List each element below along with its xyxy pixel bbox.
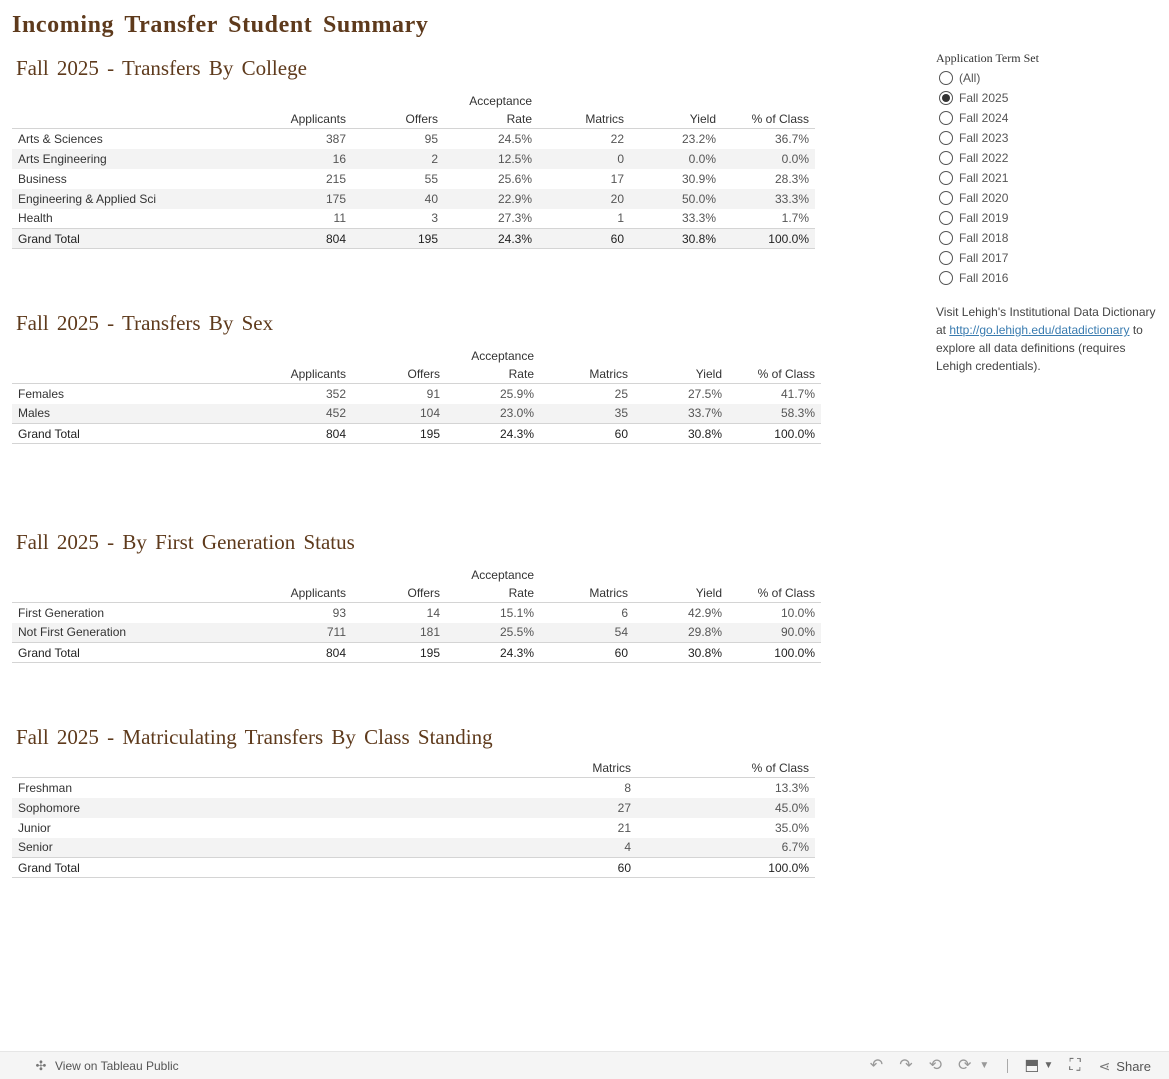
- tableau-logo-icon: ✣: [35, 1058, 47, 1073]
- table-row[interactable]: [12, 404, 821, 424]
- note-text-before: Visit Lehigh's Institutional Data Dictionary at: [936, 305, 1156, 337]
- radio-icon[interactable]: [939, 111, 953, 125]
- note-text-after: to explore all data definitions (requires Lehigh credentials).: [936, 323, 1143, 373]
- chevron-down-icon[interactable]: ▼: [979, 1060, 990, 1071]
- filter-option-fall-2016[interactable]: [936, 268, 1039, 288]
- firstgen-section-title: Fall 2025 - By First Generation Status: [16, 530, 355, 554]
- radio-icon[interactable]: [939, 271, 953, 285]
- table-row[interactable]: [12, 189, 815, 209]
- data-dictionary-link[interactable]: http://go.lehigh.edu/datadictionary: [949, 323, 1130, 337]
- row-label: Arts Engineering: [12, 149, 262, 169]
- college-section-title: Fall 2025 - Transfers By College: [16, 56, 307, 80]
- pct-cell: 100.0%: [728, 643, 821, 663]
- row-label: Not First Generation: [12, 623, 262, 643]
- share-button[interactable]: [1099, 1058, 1151, 1075]
- pct-cell: 1.7%: [781, 211, 809, 226]
- grand-total-row[interactable]: [12, 643, 821, 663]
- radio-icon[interactable]: [939, 151, 953, 165]
- header-pct-class: % of Class: [728, 365, 821, 384]
- matrics-cell: 60: [452, 858, 637, 878]
- row-label: Sophomore: [12, 798, 452, 818]
- row-label: Grand Total: [12, 229, 262, 249]
- offers-cell: 181: [352, 623, 446, 643]
- header-acceptance-rate: Rate: [446, 365, 540, 384]
- sex-table: [12, 347, 821, 444]
- radio-icon[interactable]: [939, 131, 953, 145]
- header-pct-class: % of Class: [728, 584, 821, 603]
- applicants-cell: 387: [325, 131, 346, 146]
- yield-cell: 33.7%: [634, 404, 728, 424]
- row-label: Females: [18, 386, 65, 401]
- acceptance-cell: 24.3%: [444, 229, 538, 249]
- data-dictionary-note: [936, 303, 1156, 375]
- radio-icon[interactable]: [939, 171, 953, 185]
- row-label: Senior: [12, 838, 452, 858]
- pct-cell: 28.3%: [774, 171, 809, 186]
- yield-cell: 42.9%: [687, 605, 722, 620]
- row-label: Arts & Sciences: [18, 131, 103, 146]
- matrics-cell: 8: [624, 780, 631, 795]
- radio-icon[interactable]: [939, 71, 953, 85]
- header-pct-class: % of Class: [637, 759, 815, 778]
- radio-icon[interactable]: [939, 251, 953, 265]
- grand-total-row[interactable]: [12, 858, 815, 878]
- table-row[interactable]: [12, 623, 821, 643]
- radio-icon[interactable]: [939, 211, 953, 225]
- revert-icon[interactable]: ⟲: [928, 1057, 943, 1074]
- header-applicants: Applicants: [262, 584, 352, 603]
- row-label: Business: [18, 171, 67, 186]
- college-table: [12, 92, 815, 249]
- filter-option-label: Fall 2017: [959, 251, 1009, 265]
- applicants-cell: 711: [262, 623, 352, 643]
- header-yield: Yield: [634, 584, 728, 603]
- table-row[interactable]: [12, 818, 815, 838]
- matrics-cell: 20: [538, 189, 630, 209]
- filter-option-label: Fall 2016: [959, 271, 1009, 285]
- header-acceptance-rate: Rate: [446, 584, 540, 603]
- pct-cell: 100.0%: [722, 229, 815, 249]
- acceptance-cell: 15.1%: [499, 605, 534, 620]
- pct-cell: 35.0%: [774, 820, 809, 835]
- toolbar-actions: [854, 1057, 1151, 1075]
- pct-cell: 45.0%: [637, 798, 815, 818]
- filter-option-label: Fall 2023: [959, 131, 1009, 145]
- grand-total-row[interactable]: [12, 229, 815, 249]
- header-matrics: Matrics: [540, 365, 634, 384]
- redo-icon[interactable]: ↷: [899, 1057, 913, 1074]
- row-label: Junior: [18, 820, 51, 835]
- share-label: Share: [1116, 1058, 1151, 1074]
- acceptance-cell: 25.5%: [446, 623, 540, 643]
- view-on-tableau-label: View on Tableau Public: [55, 1059, 179, 1073]
- acceptance-cell: 22.9%: [444, 189, 538, 209]
- row-label: Engineering & Applied Sci: [12, 189, 262, 209]
- row-label: Freshman: [18, 780, 73, 795]
- standing-section-title: Fall 2025 - Matriculating Transfers By Class Standing: [16, 725, 493, 749]
- applicants-cell: 452: [262, 404, 352, 424]
- acceptance-cell: 27.3%: [497, 211, 532, 226]
- matrics-cell: 35: [540, 404, 634, 424]
- filter-option-fall-2021[interactable]: [936, 168, 1039, 188]
- pct-cell: 0.0%: [722, 149, 815, 169]
- yield-cell: 30.8%: [634, 424, 728, 444]
- offers-cell: 14: [426, 605, 440, 620]
- yield-cell: 29.8%: [634, 623, 728, 643]
- header-matrics: Matrics: [452, 759, 637, 778]
- header-yield: Yield: [630, 110, 722, 129]
- matrics-cell: 60: [540, 424, 634, 444]
- radio-icon[interactable]: [939, 231, 953, 245]
- applicants-cell: 352: [325, 386, 346, 401]
- acceptance-cell: 12.5%: [444, 149, 538, 169]
- filter-option-label: Fall 2025: [959, 91, 1009, 105]
- filter-option-fall-2023[interactable]: [936, 128, 1039, 148]
- yield-cell: 23.2%: [681, 131, 716, 146]
- offers-cell: 104: [352, 404, 446, 424]
- row-label: Grand Total: [12, 424, 262, 444]
- filter-option-fall-2025[interactable]: [936, 88, 1039, 108]
- matrics-cell: 25: [614, 386, 628, 401]
- yield-cell: 50.0%: [630, 189, 722, 209]
- filter-option-fall-2019[interactable]: [936, 208, 1039, 228]
- matrics-cell: 60: [538, 229, 630, 249]
- acceptance-cell: 24.3%: [446, 424, 540, 444]
- matrics-cell: 0: [538, 149, 630, 169]
- header-acceptance-top: Acceptance: [471, 568, 534, 582]
- row-label: First Generation: [18, 605, 105, 620]
- matrics-cell: 60: [540, 643, 634, 663]
- offers-cell: 195: [352, 229, 444, 249]
- pct-cell: 58.3%: [728, 404, 821, 424]
- acceptance-cell: 24.3%: [446, 643, 540, 663]
- applicants-cell: 175: [262, 189, 352, 209]
- row-label: Grand Total: [12, 858, 452, 878]
- header-pct-class: % of Class: [722, 110, 815, 129]
- filter-option-label: Fall 2024: [959, 111, 1009, 125]
- standing-table: [12, 759, 815, 878]
- matrics-cell: 27: [452, 798, 637, 818]
- filter-option-label: Fall 2022: [959, 151, 1009, 165]
- term-filter: [936, 50, 1039, 288]
- offers-cell: 95: [424, 131, 438, 146]
- matrics-cell: 54: [540, 623, 634, 643]
- acceptance-cell: 24.5%: [497, 131, 532, 146]
- applicants-cell: 16: [262, 149, 352, 169]
- offers-cell: 195: [352, 643, 446, 663]
- pct-cell: 13.3%: [774, 780, 809, 795]
- header-acceptance-top: Acceptance: [469, 94, 532, 108]
- filter-option-label: Fall 2021: [959, 171, 1009, 185]
- yield-cell: 30.9%: [681, 171, 716, 186]
- yield-cell: 30.8%: [630, 229, 722, 249]
- header-offers: Offers: [352, 365, 446, 384]
- table-row[interactable]: [12, 129, 815, 149]
- applicants-cell: 804: [262, 229, 352, 249]
- pct-cell: 90.0%: [728, 623, 821, 643]
- matrics-cell: 4: [452, 838, 637, 858]
- pct-cell: 36.7%: [774, 131, 809, 146]
- chevron-down-icon[interactable]: ▼: [1043, 1060, 1054, 1071]
- view-on-tableau-button[interactable]: [34, 1059, 179, 1073]
- table-row[interactable]: [12, 778, 815, 798]
- radio-checked-icon[interactable]: [939, 91, 953, 105]
- offers-cell: 55: [424, 171, 438, 186]
- applicants-cell: 11: [333, 211, 346, 226]
- pct-cell: 33.3%: [722, 189, 815, 209]
- header-applicants: Applicants: [262, 110, 352, 129]
- pct-cell: 41.7%: [780, 386, 815, 401]
- pct-cell: 100.0%: [728, 424, 821, 444]
- applicants-cell: 215: [325, 171, 346, 186]
- yield-cell: 0.0%: [630, 149, 722, 169]
- yield-cell: 33.3%: [681, 211, 716, 226]
- share-icon: ⋖: [1098, 1057, 1111, 1074]
- fullscreen-icon[interactable]: ⛶: [1069, 1057, 1081, 1074]
- header-matrics: Matrics: [540, 584, 634, 603]
- grand-total-row[interactable]: [12, 424, 821, 444]
- download-icon[interactable]: ⬒: [1024, 1057, 1040, 1074]
- firstgen-table: [12, 566, 821, 663]
- yield-cell: 30.8%: [634, 643, 728, 663]
- filter-option-label: Fall 2019: [959, 211, 1009, 225]
- row-label: Grand Total: [12, 643, 262, 663]
- table-row[interactable]: [12, 603, 821, 623]
- term-filter-title: Application Term Set: [936, 51, 1039, 65]
- toolbar-divider: [1007, 1059, 1008, 1073]
- yield-cell: 27.5%: [687, 386, 722, 401]
- applicants-cell: 804: [262, 643, 352, 663]
- acceptance-cell: 25.6%: [497, 171, 532, 186]
- filter-option-fall-2024[interactable]: [936, 108, 1039, 128]
- applicants-cell: 93: [332, 605, 346, 620]
- filter-option-label: Fall 2018: [959, 231, 1009, 245]
- header-yield: Yield: [634, 365, 728, 384]
- offers-cell: 3: [431, 211, 438, 226]
- matrics-cell: 1: [617, 211, 624, 226]
- row-label: Males: [12, 404, 262, 424]
- refresh-icon[interactable]: ⟳: [958, 1057, 972, 1074]
- pct-cell: 100.0%: [637, 858, 815, 878]
- header-offers: Offers: [352, 110, 444, 129]
- matrics-cell: 22: [610, 131, 624, 146]
- radio-icon[interactable]: [939, 191, 953, 205]
- header-matrics: Matrics: [538, 110, 630, 129]
- offers-cell: 91: [426, 386, 440, 401]
- table-row[interactable]: [12, 149, 815, 169]
- filter-option-label: Fall 2020: [959, 191, 1009, 205]
- table-row[interactable]: [12, 209, 815, 229]
- filter-option-fall-2018[interactable]: [936, 228, 1039, 248]
- pct-cell: 6.7%: [637, 838, 815, 858]
- header-offers: Offers: [352, 584, 446, 603]
- sex-section-title: Fall 2025 - Transfers By Sex: [16, 311, 274, 335]
- header-applicants: Applicants: [262, 365, 352, 384]
- matrics-cell: 17: [610, 171, 624, 186]
- header-acceptance-rate: Rate: [444, 110, 538, 129]
- filter-option-all[interactable]: [936, 68, 1039, 88]
- matrics-cell: 21: [617, 820, 631, 835]
- dashboard-title: Incoming Transfer Student Summary: [12, 12, 429, 38]
- undo-icon[interactable]: ↶: [869, 1057, 884, 1074]
- filter-option-fall-2020[interactable]: [936, 188, 1039, 208]
- offers-cell: 40: [352, 189, 444, 209]
- header-acceptance-top: Acceptance: [471, 349, 534, 363]
- offers-cell: 2: [352, 149, 444, 169]
- filter-option-fall-2022[interactable]: [936, 148, 1039, 168]
- filter-option-label: (All): [959, 71, 981, 85]
- table-row[interactable]: [12, 798, 815, 818]
- table-row[interactable]: [12, 838, 815, 858]
- row-label: Health: [18, 211, 53, 226]
- offers-cell: 195: [352, 424, 446, 444]
- pct-cell: 10.0%: [780, 605, 815, 620]
- acceptance-cell: 25.9%: [499, 386, 534, 401]
- table-row[interactable]: [12, 384, 821, 404]
- acceptance-cell: 23.0%: [446, 404, 540, 424]
- table-row[interactable]: [12, 169, 815, 189]
- matrics-cell: 6: [621, 605, 628, 620]
- filter-option-fall-2017[interactable]: [936, 248, 1039, 268]
- tableau-toolbar: [0, 1051, 1169, 1079]
- applicants-cell: 804: [262, 424, 352, 444]
